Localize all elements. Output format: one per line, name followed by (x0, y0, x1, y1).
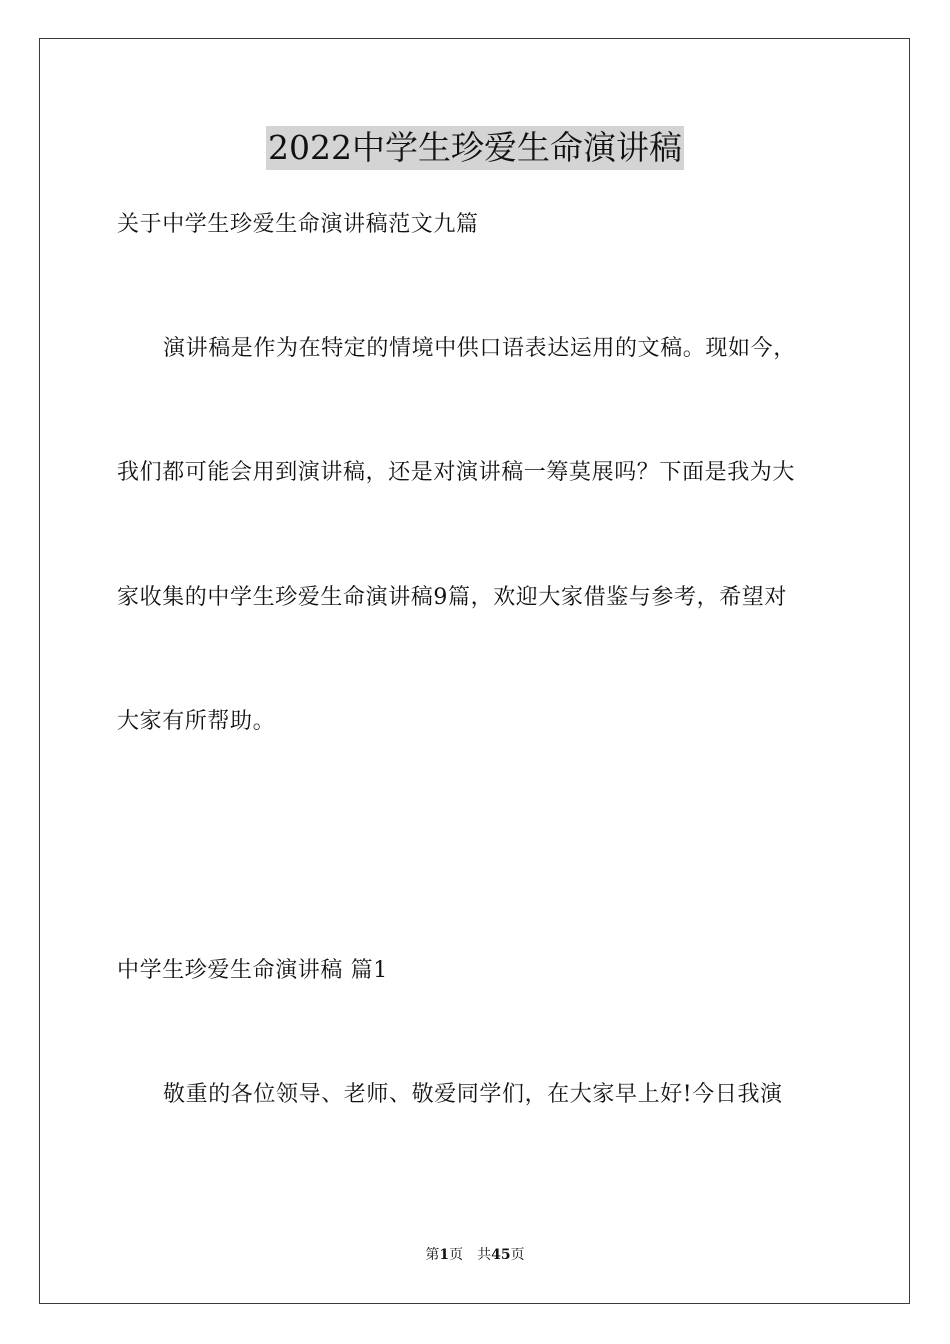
document-title: 2022中学生珍爱生命演讲稿 (266, 126, 684, 170)
footer-total-suffix: 页 (510, 1247, 525, 1263)
intro-paragraph-line-1: 演讲稿是作为在特定的情境中供口语表达运用的文稿。现如今， (163, 336, 796, 361)
section-heading: 中学生珍爱生命演讲稿 篇1 (117, 958, 388, 983)
footer-total-pages: 45 (491, 1247, 511, 1263)
footer-page-suffix: 页 (449, 1247, 464, 1263)
intro-paragraph-line-2: 我们都可能会用到演讲稿，还是对演讲稿一筹莫展吗？下面是我为大 (117, 460, 796, 485)
document-subtitle: 关于中学生珍爱生命演讲稿范文九篇 (117, 212, 479, 237)
intro-paragraph-line-4: 大家有所帮助。 (117, 709, 276, 734)
page-footer (0, 1245, 950, 1265)
title-container (0, 126, 950, 170)
footer-total-prefix: 共 (477, 1247, 492, 1263)
intro-paragraph-line-3: 家收集的中学生珍爱生命演讲稿9篇，欢迎大家借鉴与参考，希望对 (117, 585, 787, 610)
section-paragraph-line-1: 敬重的各位领导、老师、敬爱同学们，在大家早上好!今日我演 (163, 1082, 783, 1107)
footer-page-prefix: 第 (425, 1247, 440, 1263)
footer-page-number: 1 (439, 1247, 450, 1263)
